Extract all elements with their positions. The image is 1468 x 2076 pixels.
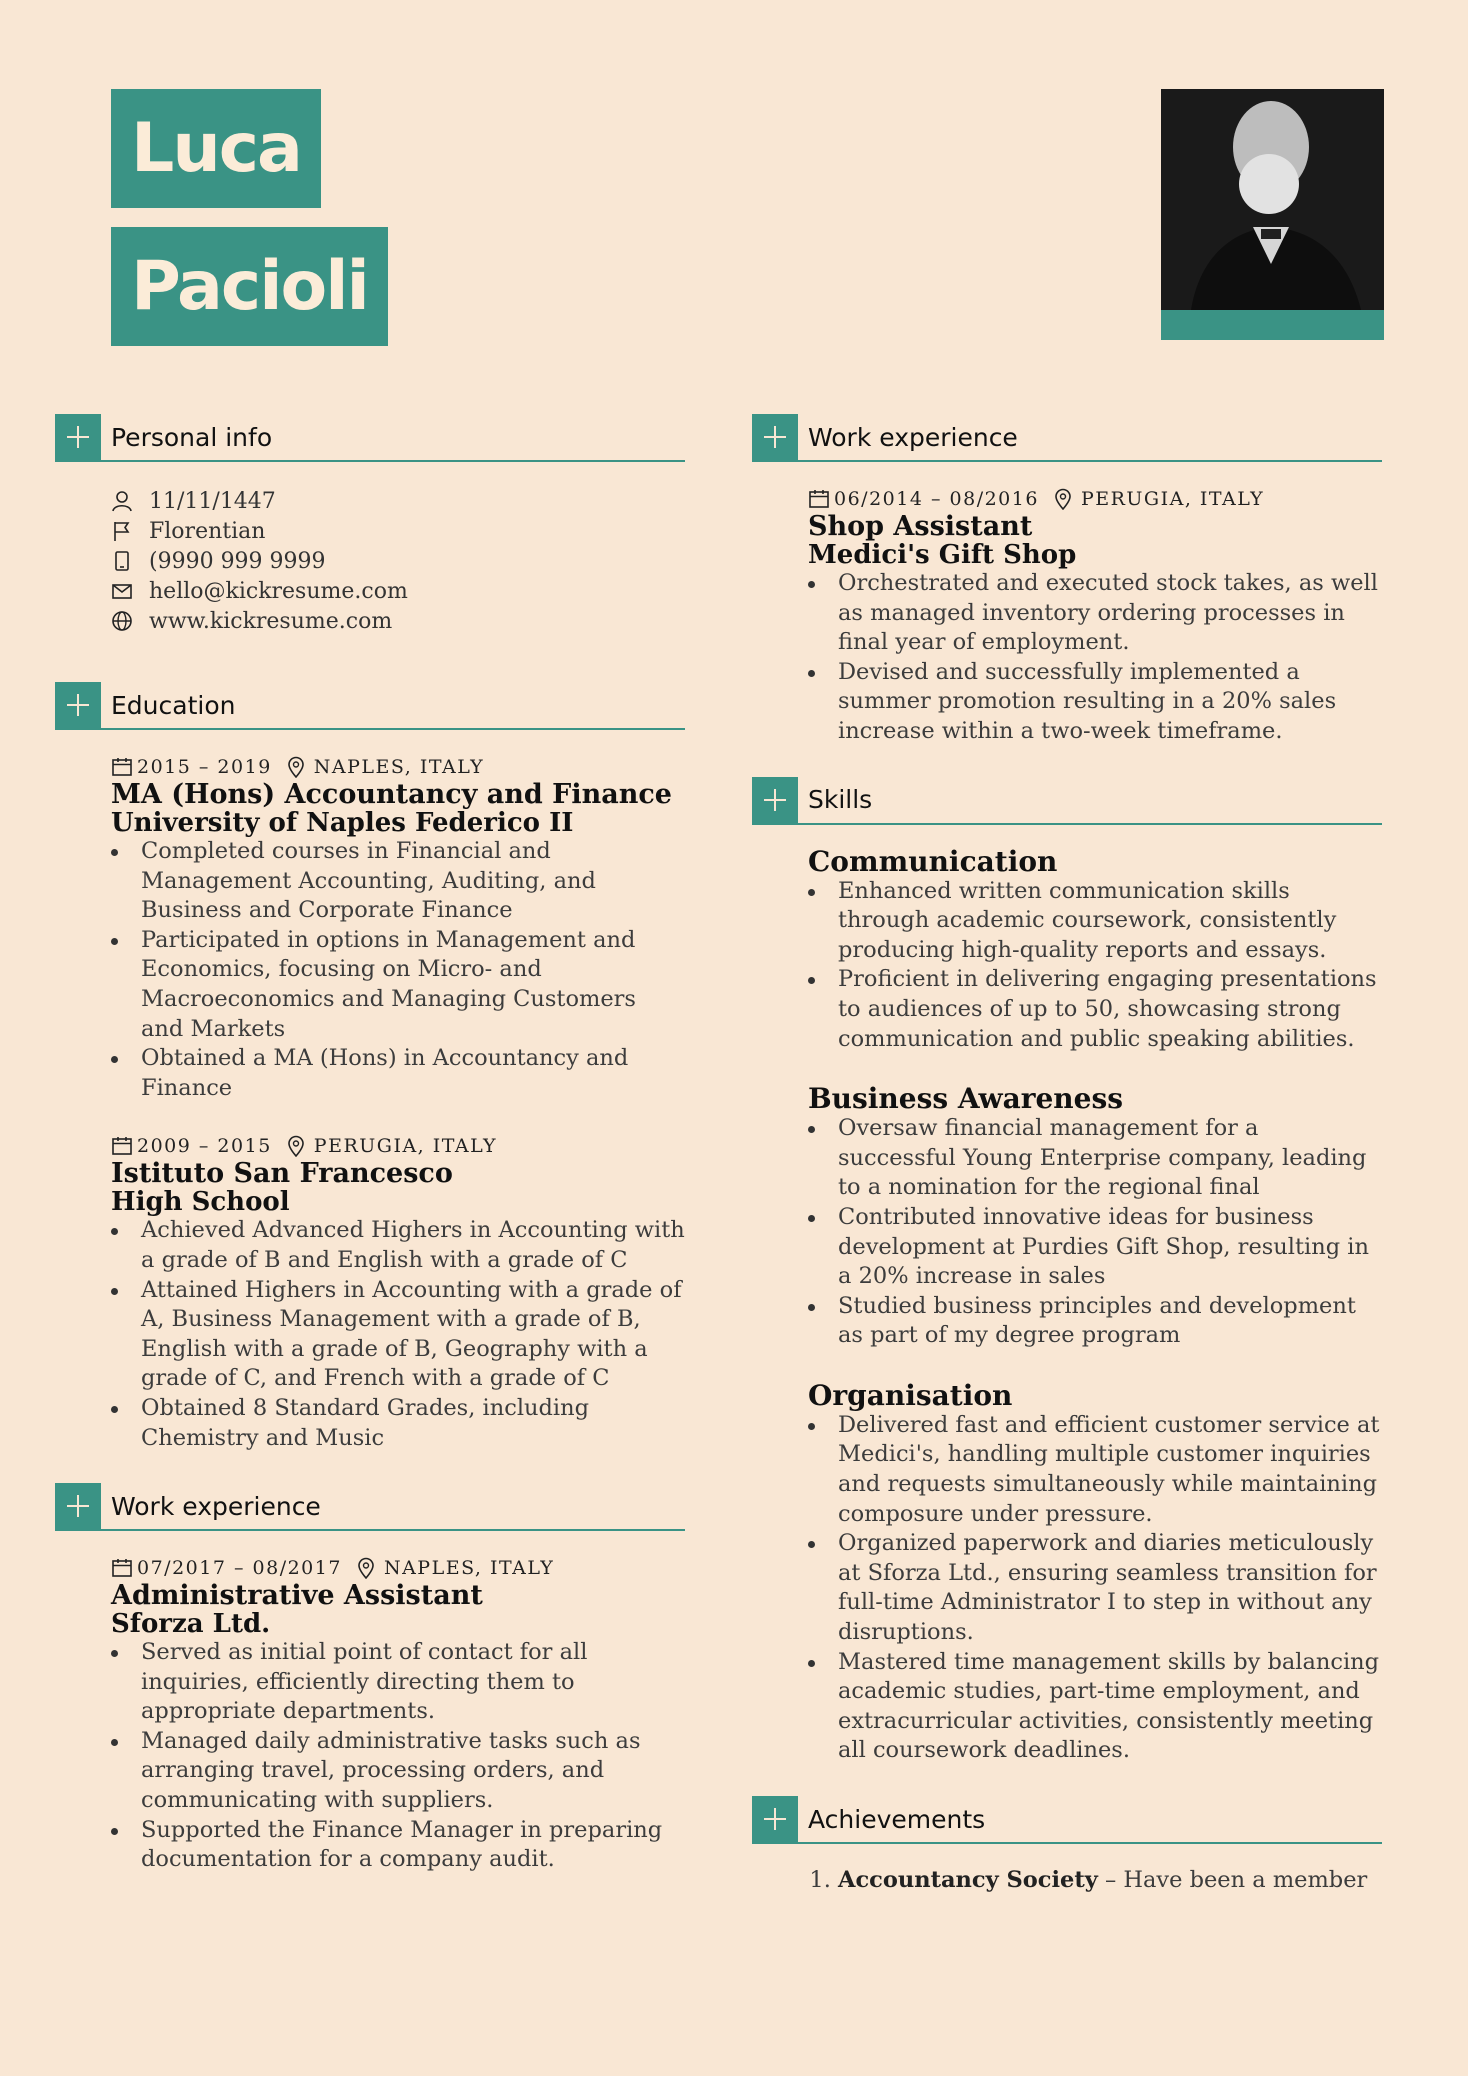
work-experience-section xyxy=(55,1483,685,1875)
list-item: Oversaw financial management for a successful Young Enterprise company, leading to a nomination for the regional final xyxy=(838,1114,1382,1203)
phone-row xyxy=(111,546,685,576)
section-header xyxy=(55,414,685,462)
list-item: Achieved Advanced Highers in Accounting with a grade of B and English with a grade of C xyxy=(141,1216,685,1275)
mail-icon xyxy=(111,580,133,602)
list-item: Proficient in delivering engaging presentations to audiences of up to 50, showcasing strong communication and public speaking abilities. xyxy=(838,965,1382,1054)
plus-icon xyxy=(55,1483,101,1529)
birth-date: 11/11/1447 xyxy=(149,488,276,514)
left-column xyxy=(55,414,685,1905)
location-pin-icon xyxy=(286,1135,306,1157)
entry-meta xyxy=(111,1555,685,1581)
list-item: Delivered fast and efficient customer service at Medici's, handling multiple customer inquiries and requests simultaneously while maintaining composure under pressure. xyxy=(838,1411,1382,1529)
list-item: Studied business principles and development as part of my degree program xyxy=(838,1292,1382,1351)
entry-dates: 06/2014 – 08/2016 xyxy=(834,488,1039,510)
website-url[interactable]: www.kickresume.com xyxy=(149,608,393,634)
achievements-section xyxy=(752,1796,1382,1896)
list-item: Enhanced written communication skills through academic coursework, consistently producing high-quality reports and essays. xyxy=(838,877,1382,966)
plus-icon xyxy=(752,777,798,823)
birth-date-row xyxy=(111,486,685,516)
work-experience-section xyxy=(752,414,1382,747)
personal-info-section xyxy=(55,414,685,636)
entry-dates: 07/2017 – 08/2017 xyxy=(137,1557,342,1580)
section-header xyxy=(55,682,685,730)
achievement-text: – Have been a member xyxy=(1097,1867,1368,1893)
entry-location: NAPLES, ITALY xyxy=(383,1557,555,1580)
entry-meta xyxy=(808,486,1382,512)
phone-number: (9990 999 9999 xyxy=(149,548,326,574)
list-item: Managed daily administrative tasks such as arranging travel, processing orders, and communicating with suppliers. xyxy=(141,1727,685,1816)
profile-photo xyxy=(1161,89,1384,340)
portrait-image xyxy=(1161,89,1384,310)
flag-icon xyxy=(111,520,133,542)
education-section xyxy=(55,682,685,1453)
education-entry xyxy=(111,1133,685,1453)
calendar-icon xyxy=(111,1135,133,1157)
school-type: High School xyxy=(111,1187,290,1218)
section-title: Achievements xyxy=(808,1804,986,1834)
work-entry xyxy=(111,1555,685,1875)
skills-section xyxy=(752,777,1382,1766)
plus-icon xyxy=(752,1796,798,1842)
calendar-icon xyxy=(111,1557,133,1579)
list-item: Mastered time management skills by balancing academic studies, part-time employment, and extracurricular activities, consistently meeting all coursework deadlines. xyxy=(838,1648,1382,1766)
location-pin-icon xyxy=(286,756,306,778)
right-column xyxy=(752,414,1382,1896)
school-title: Istituto San Francesco xyxy=(111,1158,453,1190)
section-title: Work experience xyxy=(111,1491,321,1521)
section-title: Work experience xyxy=(808,422,1018,452)
section-title: Skills xyxy=(808,785,873,815)
section-title: Personal info xyxy=(111,422,273,452)
achievement-name: Accountancy Society xyxy=(838,1867,1098,1893)
job-title: Administrative Assistant xyxy=(111,1580,483,1612)
list-item: Served as initial point of contact for all inquiries, efficiently directing them to appropriate departments. xyxy=(141,1638,685,1727)
list-item: Supported the Finance Manager in preparing documentation for a company audit. xyxy=(141,1816,685,1875)
entry-location: PERUGIA, ITALY xyxy=(313,1135,498,1158)
section-header xyxy=(752,414,1382,462)
location-pin-icon xyxy=(356,1557,376,1579)
globe-icon xyxy=(111,610,133,632)
skill-title: Communication xyxy=(808,844,1058,878)
skill-title: Business Awareness xyxy=(808,1082,1123,1116)
skill-title: Organisation xyxy=(808,1378,1013,1412)
calendar-icon xyxy=(111,756,133,778)
entry-location: PERUGIA, ITALY xyxy=(1080,488,1265,510)
section-title: Education xyxy=(111,690,236,720)
email-address[interactable]: hello@kickresume.com xyxy=(149,578,408,604)
list-item: Obtained a MA (Hons) in Accountancy and Finance xyxy=(141,1044,685,1103)
company-name: Sforza Ltd. xyxy=(111,1609,271,1640)
person-icon xyxy=(111,490,133,512)
last-name: Pacioli xyxy=(111,227,388,346)
section-header xyxy=(752,1796,1382,1844)
institution-name: University of Naples Federico II xyxy=(111,808,574,838)
list-item: Organized paperwork and diaries meticulously at Sforza Ltd., ensuring seamless transition for full-time Administrator I to step in without any disruptions. xyxy=(838,1529,1382,1647)
company-name: Medici's Gift Shop xyxy=(808,540,1077,570)
achievement-item xyxy=(838,1866,1382,1896)
list-item: Participated in options in Management and Economics, focusing on Micro- and Macroeconomics and Managing Customers and Markets xyxy=(141,926,685,1044)
entry-dates: 2009 – 2015 xyxy=(137,1135,272,1158)
degree-title: MA (Hons) Accountancy and Finance xyxy=(111,779,672,810)
calendar-icon xyxy=(808,488,830,510)
skill-group xyxy=(808,1378,1382,1766)
work-entry xyxy=(808,486,1382,747)
nationality-row xyxy=(111,516,685,546)
list-item: Contributed innovative ideas for business development at Purdies Gift Shop, resulting in a 20% increase in sales xyxy=(838,1203,1382,1292)
skill-group xyxy=(808,844,1382,1055)
entry-dates: 2015 – 2019 xyxy=(137,756,272,778)
education-entry xyxy=(111,754,685,1103)
location-pin-icon xyxy=(1053,488,1073,510)
website-row xyxy=(111,606,685,636)
section-header xyxy=(55,1483,685,1531)
nationality: Florentian xyxy=(149,518,266,544)
list-item: Obtained 8 Standard Grades, including Chemistry and Music xyxy=(141,1394,685,1453)
email-row xyxy=(111,576,685,606)
entry-meta xyxy=(111,754,685,780)
first-name: Luca xyxy=(111,89,321,208)
list-item: Attained Highers in Accounting with a grade of A, Business Management with a grade of B, English with a grade of B, Geography with a grade of C, and French with a grade of C xyxy=(141,1276,685,1394)
section-header xyxy=(752,777,1382,825)
list-item: Orchestrated and executed stock takes, as well as managed inventory ordering processes in final year of employment. xyxy=(838,569,1382,658)
entry-location: NAPLES, ITALY xyxy=(313,756,485,778)
plus-icon xyxy=(55,682,101,728)
entry-meta xyxy=(111,1133,685,1159)
list-item: Devised and successfully implemented a summer promotion resulting in a 20% sales increase within a two-week timeframe. xyxy=(838,658,1382,747)
job-title: Shop Assistant xyxy=(808,511,1033,542)
photo-accent-bar xyxy=(1161,310,1384,340)
plus-icon xyxy=(55,414,101,460)
plus-icon xyxy=(752,414,798,460)
list-item: Completed courses in Financial and Management Accounting, Auditing, and Business and Corporate Finance xyxy=(141,837,685,926)
phone-icon xyxy=(111,550,133,572)
skill-group xyxy=(808,1084,1382,1351)
